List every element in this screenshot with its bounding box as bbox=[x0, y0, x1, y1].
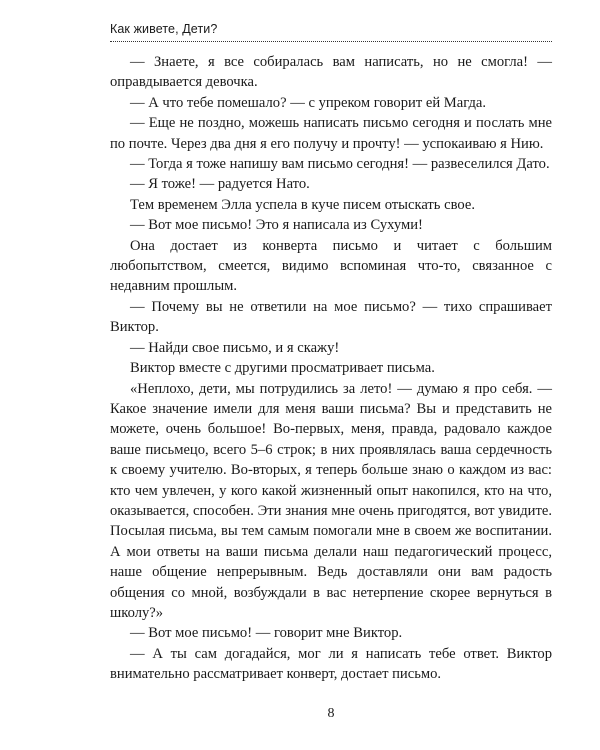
header-dotted-divider bbox=[110, 41, 552, 42]
page-number: 8 bbox=[327, 706, 335, 721]
paragraph: «Неплохо, дети, мы потрудились за лето! — думаю я про себя. — Какое значение имели для меня ваши письма? Вы и представить не можете, очень большое! Во-первых, меня, правда, радовало каждое ваше письмецо, всего 5–6 строк; в них проявлялась ваша сердечность к своему учителю. Во-вторых, я теперь больше знаю о каждом из вас: кто чем увлечен, у кого какой жизненный опыт накопился, кто на что, оказывается, способен. Эти знания мне очень пригодятся, вот увидите. Посылая письма, вы тем самым помогали мне в своем же воспитании. А мои ответы на ваши письма делали наш педагогический процесс, наше общение непрерывным. Ведь доставляли они вам радость общения со мной, возбуждали в вас нетерпение скорее вернуться в школу?» bbox=[110, 380, 552, 621]
paragraph: Тем временем Элла успела в куче писем отыскать свое. bbox=[130, 196, 475, 213]
paragraph: Виктор вместе с другими просматривает письма. bbox=[130, 360, 435, 377]
paragraph: — Тогда я тоже напишу вам письмо сегодня! — развеселился Дато. bbox=[130, 156, 550, 173]
paragraph: — Знаете, я все собиралась вам написать, но не смогла! — оправдывается девочка. bbox=[110, 54, 552, 91]
paragraph: — А ты сам догадайся, мог ли я написать тебе ответ. Виктор внимательно рассматривает конверт, достает письмо. bbox=[110, 645, 552, 683]
paragraph: — Еще не поздно, можешь написать письмо сегодня и послать мне по почте. Через два дня я его получу и прочту! — успокаиваю я Нию. bbox=[110, 115, 552, 152]
running-header: Как живете, Дети? bbox=[110, 22, 218, 36]
paragraph: — Найди свое письмо, и я скажу! bbox=[130, 339, 340, 356]
paragraph: — Почему вы не ответили на мое письмо? — тихо спрашивает Виктор. bbox=[110, 298, 552, 336]
paragraph: Она достает из конверта письмо и читает с большим любопытством, смеется, видимо вспоминая что-то, связанное с недавним прошлым. bbox=[110, 237, 552, 295]
paragraph: — А что тебе помешало? — с упреком говорит ей Магда. bbox=[130, 94, 487, 111]
paragraph: — Вот мое письмо! Это я написала из Сухуми! bbox=[130, 217, 423, 234]
page-body-text bbox=[110, 52, 552, 685]
paragraph: — Вот мое письмо! — говорит мне Виктор. bbox=[130, 625, 403, 642]
paragraph: — Я тоже! — радуется Нато. bbox=[130, 176, 310, 193]
